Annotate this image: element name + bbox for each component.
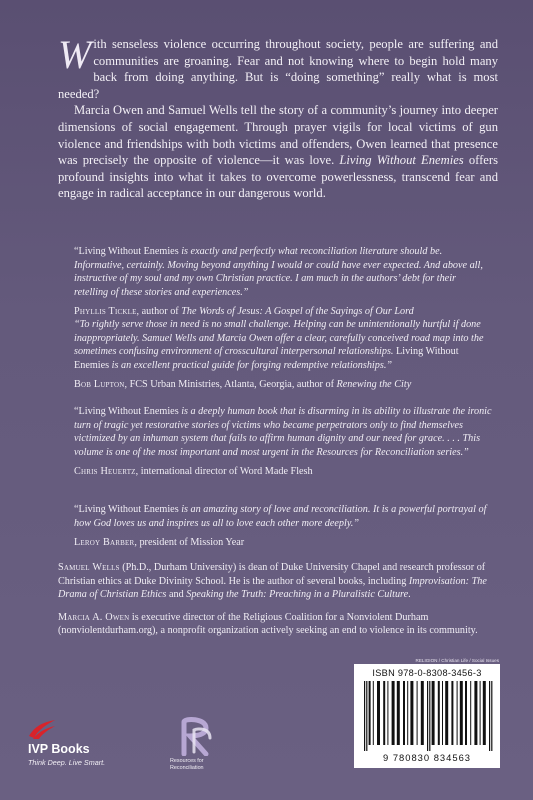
barcode-bar: [474, 681, 477, 745]
barcode-bar: [480, 681, 481, 745]
barcode-bar: [483, 681, 486, 745]
book-title: Speaking the Truth: Preaching in a Pluralistic Culture: [186, 589, 409, 601]
series-name: [170, 758, 240, 771]
barcode-bar: [403, 681, 405, 745]
barcode-bar: [410, 681, 413, 745]
barcode-bar: [432, 681, 435, 745]
book-title: Improvisation: The Drama of Christian Ethics: [58, 575, 487, 601]
publisher-name: IVP Books: [28, 742, 90, 756]
author-bios: [58, 561, 498, 647]
barcode-bar: [421, 681, 424, 745]
quote-text: is a deeply human book that is disarming in its ability to illustrate the ironic turn of tragic yet restorative stories of victims who became perpetrators only to find themselves victimized by an inhuman system that fails to affirm human dignity and our need for grace. . . . This volume is one of the most important and most urgent in the Resources for Reconciliation series.”: [74, 406, 492, 458]
ivp-swoosh-icon: [28, 718, 56, 740]
intro-book-title: Living Without Enemies: [339, 153, 464, 168]
quote-book-title: “Living Without Enemies: [74, 246, 179, 257]
isbn-label: ISBN 978-0-8308-3456-3: [372, 668, 482, 678]
publisher-tagline: Think Deep. Live Smart.: [28, 758, 106, 767]
endorsement-attribution: [74, 378, 492, 392]
barcode-bar: [369, 681, 371, 745]
intro-text-2b: offers profound insights into what it takes to overcome powerlessness, transcend fear and engage in radical acceptance in our dangerous world.: [58, 153, 498, 201]
series-name-line2: Reconciliation: [170, 764, 204, 771]
barcode-bar: [491, 681, 492, 751]
barcode-bar: [383, 681, 385, 745]
endorsement-tickle: [74, 245, 492, 319]
endorser-name: Chris Heuertz: [74, 466, 136, 478]
barcode-bar: [429, 681, 430, 751]
quote-text: “To rightly serve those in need is no small challenge. Helping can be unintentionally hurtful if done inappropriately. Samuel Wells and Marcia Owen offer a clear, carefully conceived road map into the sometimes confusing environment of crosscultural interpersonal relationships.: [74, 319, 484, 358]
bio-owen: [58, 611, 498, 638]
barcode-bar: [489, 681, 490, 751]
endorser-work: Renewing the City: [336, 379, 412, 391]
endorsement-quote: [74, 405, 492, 459]
series-name-line1: Resources for: [170, 758, 204, 764]
endorser-role: , international director of Word Made Flesh: [135, 466, 313, 478]
barcode-bar: [387, 681, 388, 745]
barcode-bar: [470, 681, 471, 745]
barcode-bar: [465, 681, 467, 745]
endorsement-barber: [74, 503, 492, 550]
barcode-digits: 9 780830 834563: [383, 752, 471, 763]
bio-end: .: [408, 589, 411, 601]
intro-text-1: ith senseless violence occurring throughout society, people are suffering and communities are groaning. Fear and not knowing where to begin hold many back from doing anything. But is “doing something” really what is most needed?: [58, 37, 498, 101]
quote-book-title: “Living Without Enemies: [74, 504, 179, 515]
quote-text: is exactly and perfectly what reconciliation literature should be. Informative, certainly. Moving beyond anything I would or could have ever expected. And above all, instructive of my soul and my own Christian practice. I am much in the authors’ debt for their retelling of these stories and experiences.”: [74, 246, 483, 298]
endorser-role: , FCS Urban Ministries, Atlanta, Georgia, author of: [124, 379, 337, 391]
endorsement-quote: [74, 318, 492, 372]
endorser-name: Phyllis Tickle: [74, 306, 137, 318]
endorsement-quote: [74, 503, 492, 530]
barcode-bar: [373, 681, 374, 745]
barcode-bar: [445, 681, 448, 745]
barcode-bar: [451, 681, 453, 745]
endorser-name: Leroy Barber: [74, 537, 135, 549]
barcode-bar: [407, 681, 408, 745]
barcode-bar: [417, 681, 418, 745]
barcode-icon: [360, 681, 494, 751]
genre-label: RELIGION / Christian Life / Social Issues: [415, 658, 499, 663]
barcode-bar: [427, 681, 428, 751]
endorsement-attribution: [74, 536, 492, 550]
dropcap: W: [58, 32, 92, 77]
quote-book-title: “Living Without Enemies: [74, 406, 179, 417]
barcode-bar: [392, 681, 395, 745]
intro-paragraph-1: [58, 32, 498, 102]
endorsement-quote: [74, 245, 492, 299]
endorsement-attribution: [74, 465, 492, 479]
barcode-bar: [457, 681, 458, 745]
barcode-bar: [397, 681, 400, 745]
bio-wells: [58, 561, 498, 602]
bio-text: (Ph.D., Durham University) is dean of Duke University Chapel and research professor of Christian ethics at Duke Divinity School. He is the author of several books, including: [58, 562, 486, 587]
author-name: Samuel Wells: [58, 562, 120, 573]
barcode-bar: [366, 681, 367, 751]
author-name: Marcia A. Owen: [58, 611, 130, 623]
endorser-role: , president of Mission Year: [134, 537, 245, 549]
endorser-work: The Words of Jesus: A Gospel of the Sayings of Our Lord: [181, 306, 414, 318]
barcode-bar: [442, 681, 443, 745]
endorser-role: , author of: [136, 306, 182, 318]
endorser-name: Bob Lupton: [74, 379, 125, 391]
endorsement-lupton: [74, 318, 492, 392]
bio-conjunction: and: [166, 589, 187, 601]
quote-text-end: is an excellent practical guide for forging redemptive relationships.”: [109, 359, 393, 371]
reconciliation-r-icon: [176, 716, 216, 756]
intro-paragraph-2: [58, 102, 498, 202]
barcode-bar: [460, 681, 463, 745]
barcode-bar: [438, 681, 440, 745]
quote-text: is an amazing story of love and reconciliation. It is a powerful portrayal of how God loves us and inspires us all to love each other more deeply.”: [74, 504, 487, 529]
quote-book-title: Living Without Enemies: [74, 346, 459, 371]
endorsement-attribution: [74, 305, 492, 319]
barcode-bar: [377, 681, 380, 745]
isbn-barcode: [354, 664, 500, 768]
barcode-bar: [364, 681, 365, 751]
intro-text-2a: Marcia Owen and Samuel Wells tell the story of a community’s journey into deeper dimensions of social engagement. Through prayer vigils for local victims of gun violence and friendships with both victims and offenders, Owen learned that presence was precisely the opposite of violence—it was love.: [58, 103, 498, 168]
bio-text: is executive director of the Religious Coalition for a Nonviolent Durham (nonviolentdurham.org), a nonprofit organization actively seeking an end to violence in its community.: [58, 611, 478, 637]
endorsement-heuertz: [74, 405, 492, 479]
intro-blurb: [58, 32, 498, 202]
